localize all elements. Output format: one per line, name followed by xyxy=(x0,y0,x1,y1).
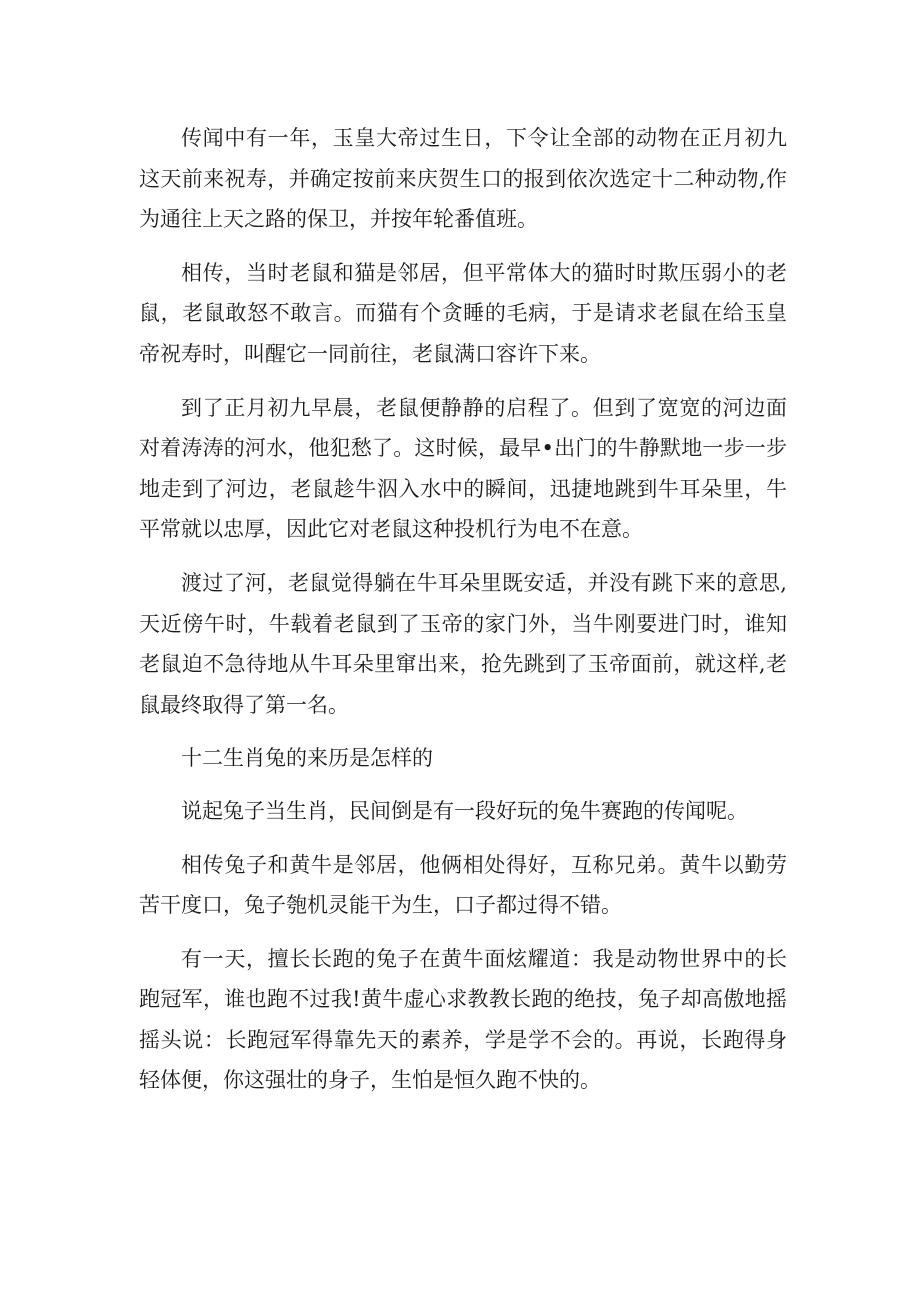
section-heading-rabbit: 十二生肖兔的来历是怎样的 xyxy=(181,746,433,771)
paragraph-rabbit-and-ox: 相传兔子和黄牛是邻居，他俩相处得好，互称兄弟。黄牛以勤劳苦干度口，兔子匏机灵能干为生，口子都过得不错。 xyxy=(139,852,787,918)
paragraph-river-crossing: 到了正月初九早晨，老鼠便静静的启程了。但到了宽宽的河边面对着涛涛的河水，他犯愁了。这时候，最早•出门的牛静默地一步一步地走到了河边，老鼠趁牛泅入水中的瞬间，迅捷地跳到牛耳朵里，牛平常就以忠厚，因此它对老鼠这种投机行为电不在意。 xyxy=(139,395,787,542)
paragraph-rat-and-cat: 相传，当时老鼠和猫是邻居，但平常体大的猫时时欺压弱小的老鼠，老鼠敢怒不敢言。而猫有个贪睡的毛病，于是请求老鼠在给玉皇帝祝寿时，叫醒它一同前往，老鼠满口容许下来。 xyxy=(139,260,787,366)
paragraph-rabbit-boast: 有一天，擅长长跑的兔子在黄牛面炫耀道：我是动物世界中的长跑冠军，谁也跑不过我!黄牛虚心求教教长跑的绝技，兔子却高傲地摇摇头说：长跑冠军得靠先天的素养，学是学不会的。再说，长跑得身轻体便，你这强壮的身子，生怕是恒久跑不快的。 xyxy=(139,946,787,1093)
document-body xyxy=(139,118,787,1114)
paragraph-rabbit-intro: 说起兔子当生肖，民间倒是有一段好玩的兔牛赛跑的传闻呢。 xyxy=(181,798,748,823)
paragraph-rat-legend-intro: 传闻中有一年，玉皇大帝过生日，下令让全部的动物在正月初九这天前来祝寿，并确定按前来庆贺生口的报到依次选定十二种动物,作为通往上天之路的保卫，并按年轮番值班。 xyxy=(139,126,787,232)
paragraph-rat-wins: 渡过了河，老鼠觉得躺在牛耳朵里既安适，并没有跳下来的意思,天近傍午时，牛载着老鼠到了玉帝的家门外，当牛刚要进门时，谁知老鼠迫不急待地从牛耳朵里窜出来，抢先跳到了玉帝面前，就这样,老鼠最终取得了第一名。 xyxy=(139,570,787,717)
